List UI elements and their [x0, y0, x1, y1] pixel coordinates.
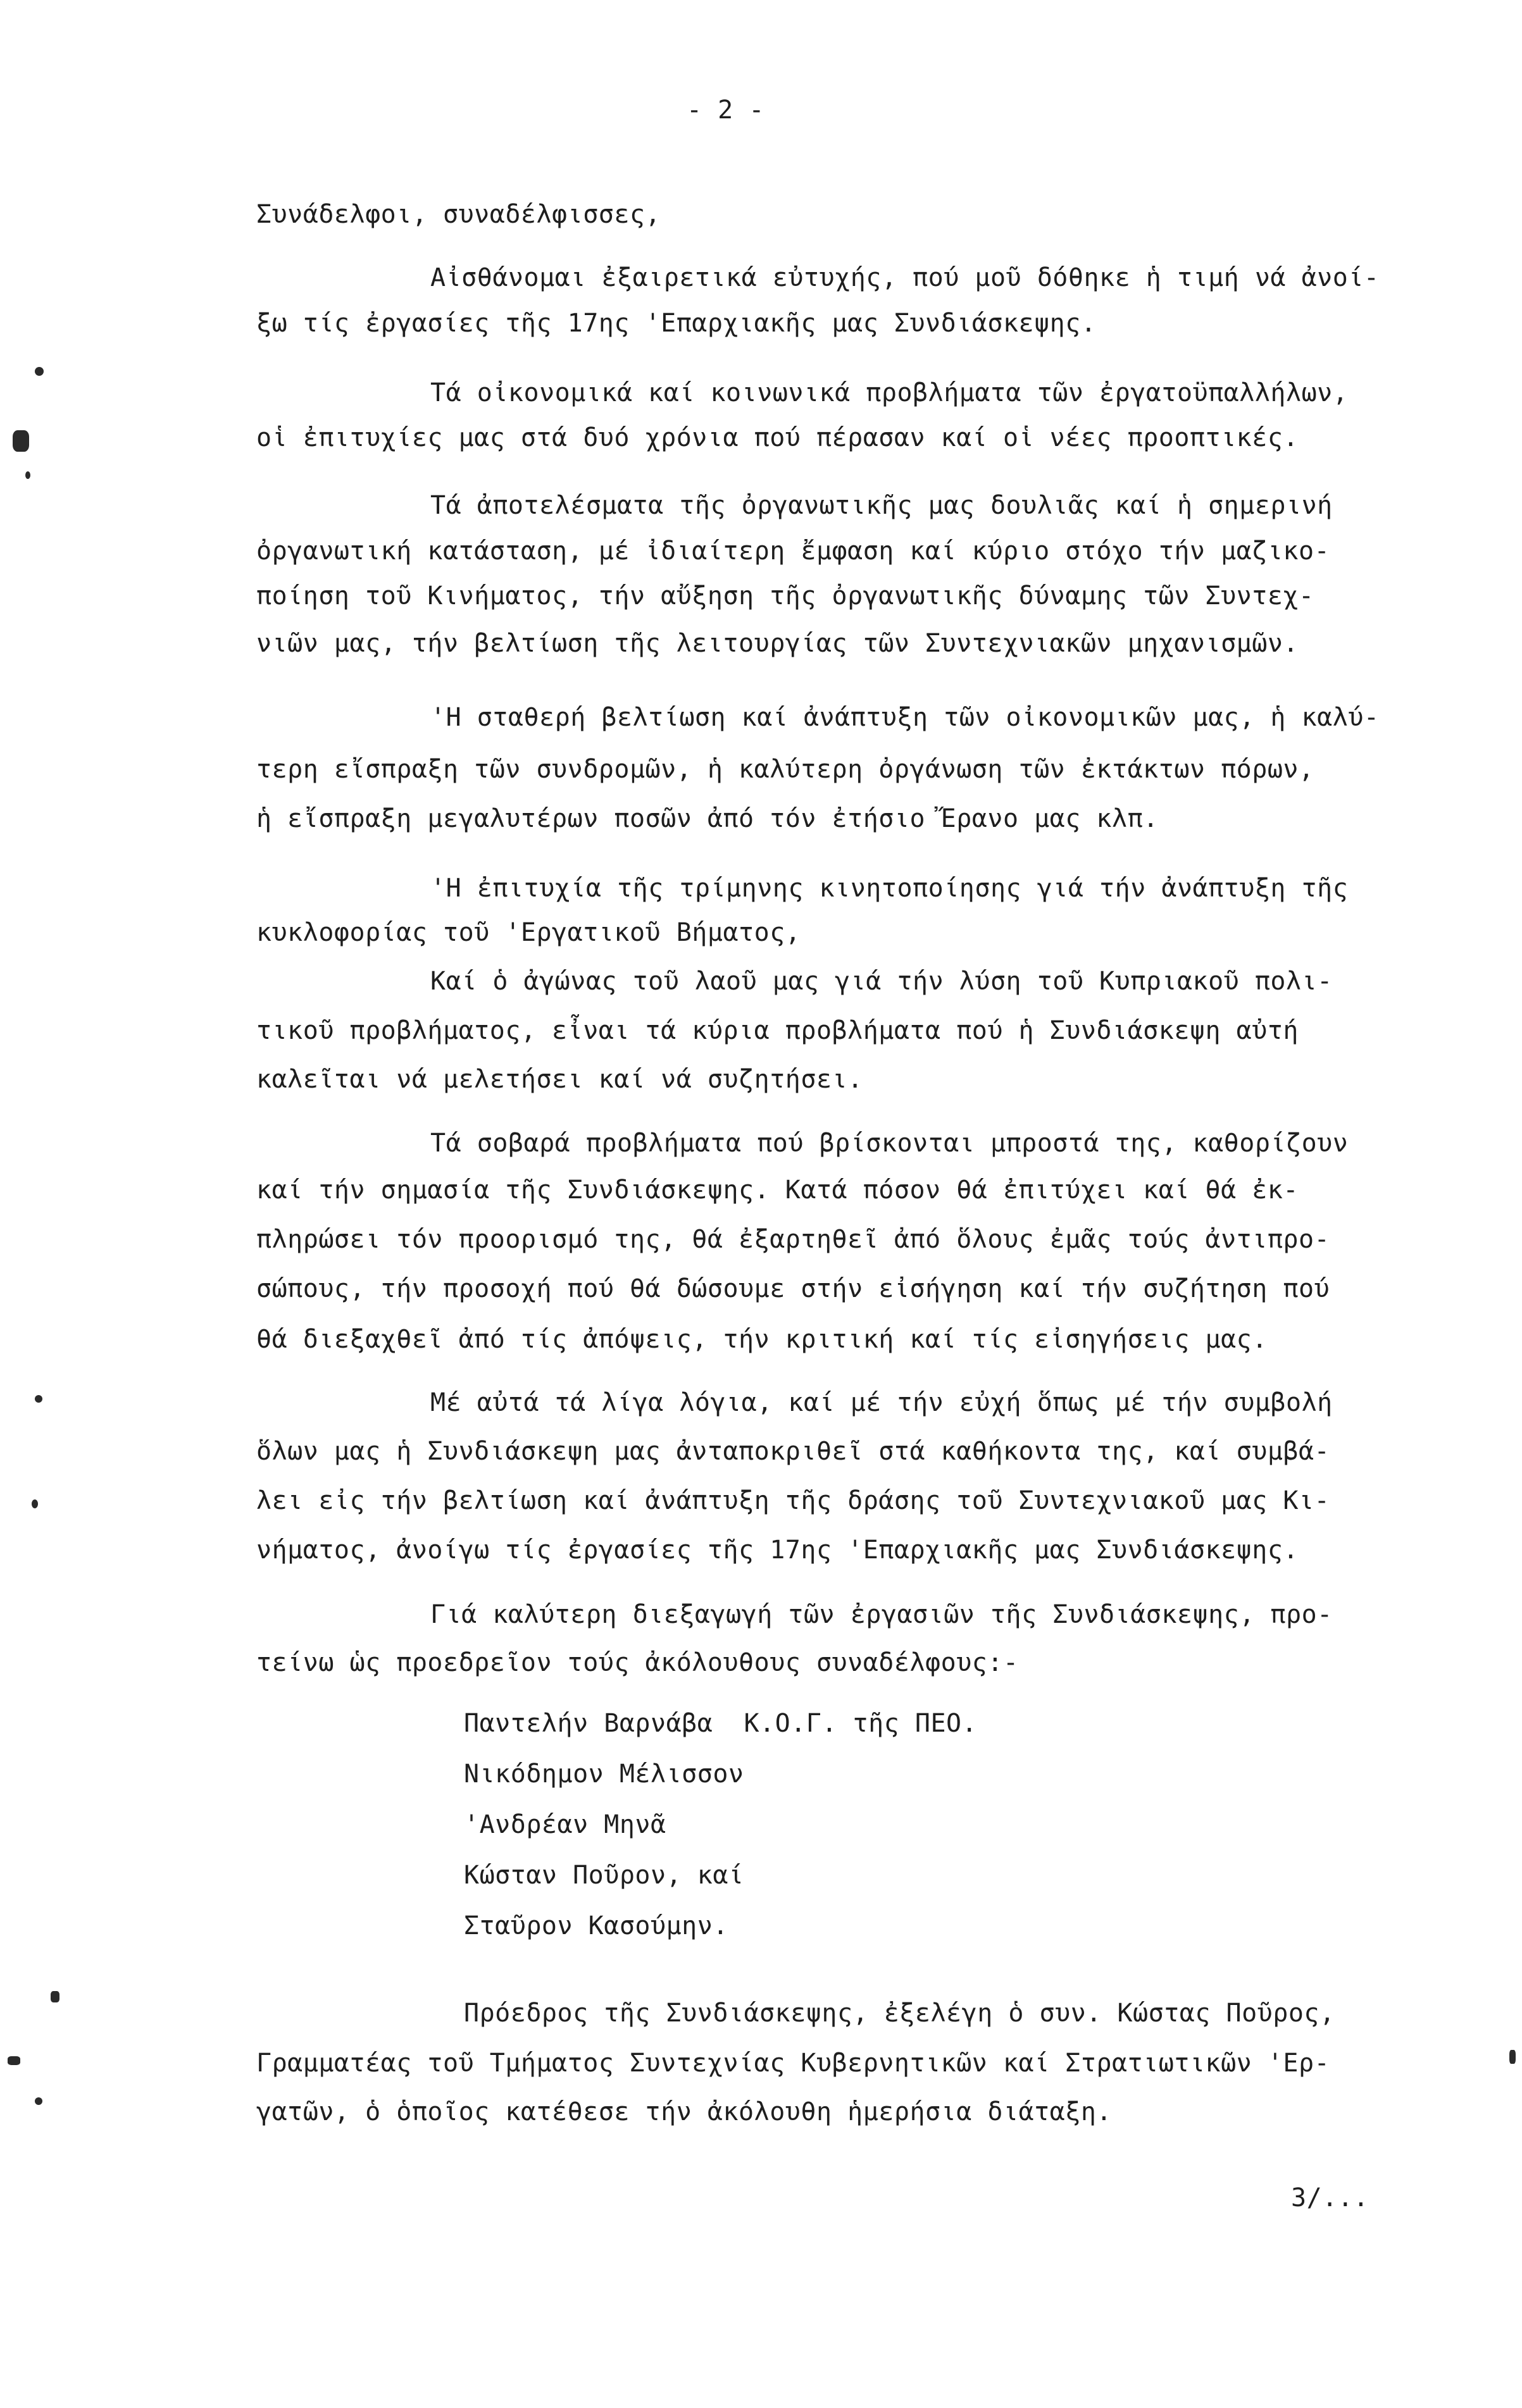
paragraph-line: σώπους, τήν προσοχή πού θά δώσουμε στήν εἰσήγηση καί τήν συζήτηση πού	[256, 1274, 1330, 1303]
paragraph-line: ξω τίς ἐργασίες τῆς 17ης 'Επαρχιακῆς μας Συνδιάσκεψης.	[256, 309, 1097, 338]
paragraph-line: κυκλοφορίας τοῦ 'Εργατικοῦ Βήματος,	[256, 918, 801, 947]
nominee-item: Σταῦρον Κασούμην.	[464, 1911, 728, 1940]
closing-line: γατῶν, ὁ ὁποῖος κατέθεσε τήν ἀκόλουθη ἡμερήσια διάταξη.	[256, 2097, 1113, 2126]
paragraph-line: ποίηση τοῦ Κινήματος, τήν αὔξηση τῆς ὀργανωτικῆς δύναμης τῶν Συντεχ-	[256, 581, 1314, 611]
scan-speck	[25, 471, 30, 479]
scan-speck	[8, 2056, 20, 2065]
paragraph-line: πληρώσει τόν προορισμό της, θά ἐξαρτηθεῖ ἀπό ὅλους ἐμᾶς τούς ἀντιπρο-	[256, 1225, 1330, 1254]
nominee-item: Παντελήν Βαρνάβα Κ.Ο.Γ. τῆς ΠΕΟ.	[464, 1709, 978, 1738]
paragraph-line: θά διεξαχθεῖ ἀπό τίς ἀπόψεις, τήν κριτική καί τίς εἰσηγήσεις μας.	[256, 1325, 1268, 1354]
paragraph-line: καί τήν σημασία τῆς Συνδιάσκεψης. Κατά πόσον θά ἐπιτύχει καί θά ἐκ-	[256, 1176, 1299, 1205]
paragraph-line: νιῶν μας, τήν βελτίωση τῆς λειτουργίας τῶν Συντεχνιακῶν μηχανισμῶν.	[256, 629, 1299, 658]
paragraph-line: 'Η ἐπιτυχία τῆς τρίμηνης κινητοποίησης γιά τήν ἀνάπτυξη τῆς	[430, 874, 1349, 903]
paragraph-line: καλεῖται νά μελετήσει καί νά συζητήσει.	[256, 1065, 863, 1094]
scan-speck	[32, 1499, 38, 1508]
paragraph-line: τείνω ὡς προεδρεῖον τούς ἀκόλουθους συναδέλφους:-	[256, 1648, 1019, 1677]
closing-line: Γραμματέας τοῦ Τμήματος Συντεχνίας Κυβερνητικῶν καί Στρατιωτικῶν 'Ερ-	[256, 2049, 1330, 2078]
scan-speck	[51, 1991, 59, 2002]
paragraph-line: ὅλων μας ἡ Συνδιάσκεψη μας ἀνταποκριθεῖ στά καθήκοντα της, καί συμβά-	[256, 1437, 1330, 1466]
paragraph-line: τερη εἴσπραξη τῶν συνδρομῶν, ἡ καλύτερη ὀργάνωση τῶν ἐκτάκτων πόρων,	[256, 755, 1314, 784]
paragraph-line: οἱ ἐπιτυχίες μας στά δυό χρόνια πού πέρασαν καί οἱ νέες προοπτικές.	[256, 423, 1299, 452]
scan-speck	[1509, 2050, 1516, 2064]
nominee-item: Κώσταν Ποῦρον, καί	[464, 1861, 744, 1890]
paragraph-line: 'Η σταθερή βελτίωση καί ἀνάπτυξη τῶν οἰκονομικῶν μας, ἡ καλύ-	[430, 703, 1380, 732]
paragraph-line: Καί ὁ ἀγώνας τοῦ λαοῦ μας γιά τήν λύση τοῦ Κυπριακοῦ πολι-	[430, 967, 1333, 996]
paragraph-line: Αἰσθάνομαι ἐξαιρετικά εὐτυχής, πού μοῦ δόθηκε ἡ τιμή νά ἀνοί-	[430, 263, 1380, 292]
paragraph-line: ὀργανωτική κατάσταση, μέ ἰδιαίτερη ἔμφαση καί κύριο στόχο τήν μαζικο-	[256, 537, 1330, 566]
paragraph-line: Τά οἰκονομικά καί κοινωνικά προβλήματα τῶν ἐργατοϋπαλλήλων,	[430, 378, 1349, 407]
scan-speck	[35, 367, 44, 376]
salutation: Συνάδελφοι, συναδέλφισσες,	[256, 200, 661, 229]
nominee-item: 'Ανδρέαν Μηνᾶ	[464, 1810, 666, 1839]
scan-speck	[35, 1395, 42, 1403]
closing-line: Πρόεδρος τῆς Συνδιάσκεψης, ἐξελέγη ὁ συν. Κώστας Ποῦρος,	[464, 1999, 1335, 2028]
paragraph-line: Μέ αὐτά τά λίγα λόγια, καί μέ τήν εὐχή ὅπως μέ τήν συμβολή	[430, 1388, 1333, 1417]
scan-speck	[35, 2097, 42, 2105]
paragraph-line: Γιά καλύτερη διεξαγωγή τῶν ἐργασιῶν τῆς Συνδιάσκεψης, προ-	[430, 1600, 1333, 1629]
paragraph-line: Τά σοβαρά προβλήματα πού βρίσκονται μπροστά της, καθορίζουν	[430, 1129, 1349, 1158]
paragraph-line: τικοῦ προβλήματος, εἶναι τά κύρια προβλήματα πού ἡ Συνδιάσκεψη αὐτή	[256, 1016, 1299, 1045]
paragraph-line: λει εἰς τήν βελτίωση καί ἀνάπτυξη τῆς δράσης τοῦ Συντεχνιακοῦ μας Κι-	[256, 1486, 1330, 1515]
paragraph-line: ἡ εἴσπραξη μεγαλυτέρων ποσῶν ἀπό τόν ἐτήσιο Ἔρανο μας κλπ.	[256, 804, 1159, 833]
paragraph-line: νήματος, ἀνοίγω τίς ἐργασίες τῆς 17ης 'Επαρχιακῆς μας Συνδιάσκεψης.	[256, 1536, 1299, 1565]
nominee-item: Νικόδημον Μέλισσον	[464, 1759, 744, 1789]
page-number: - 2 -	[687, 96, 764, 125]
continuation-marker: 3/...	[1291, 2183, 1369, 2213]
paragraph-line: Τά ἀποτελέσματα τῆς ὀργανωτικῆς μας δουλιᾶς καί ἡ σημερινή	[430, 491, 1333, 520]
scan-speck	[13, 430, 29, 452]
